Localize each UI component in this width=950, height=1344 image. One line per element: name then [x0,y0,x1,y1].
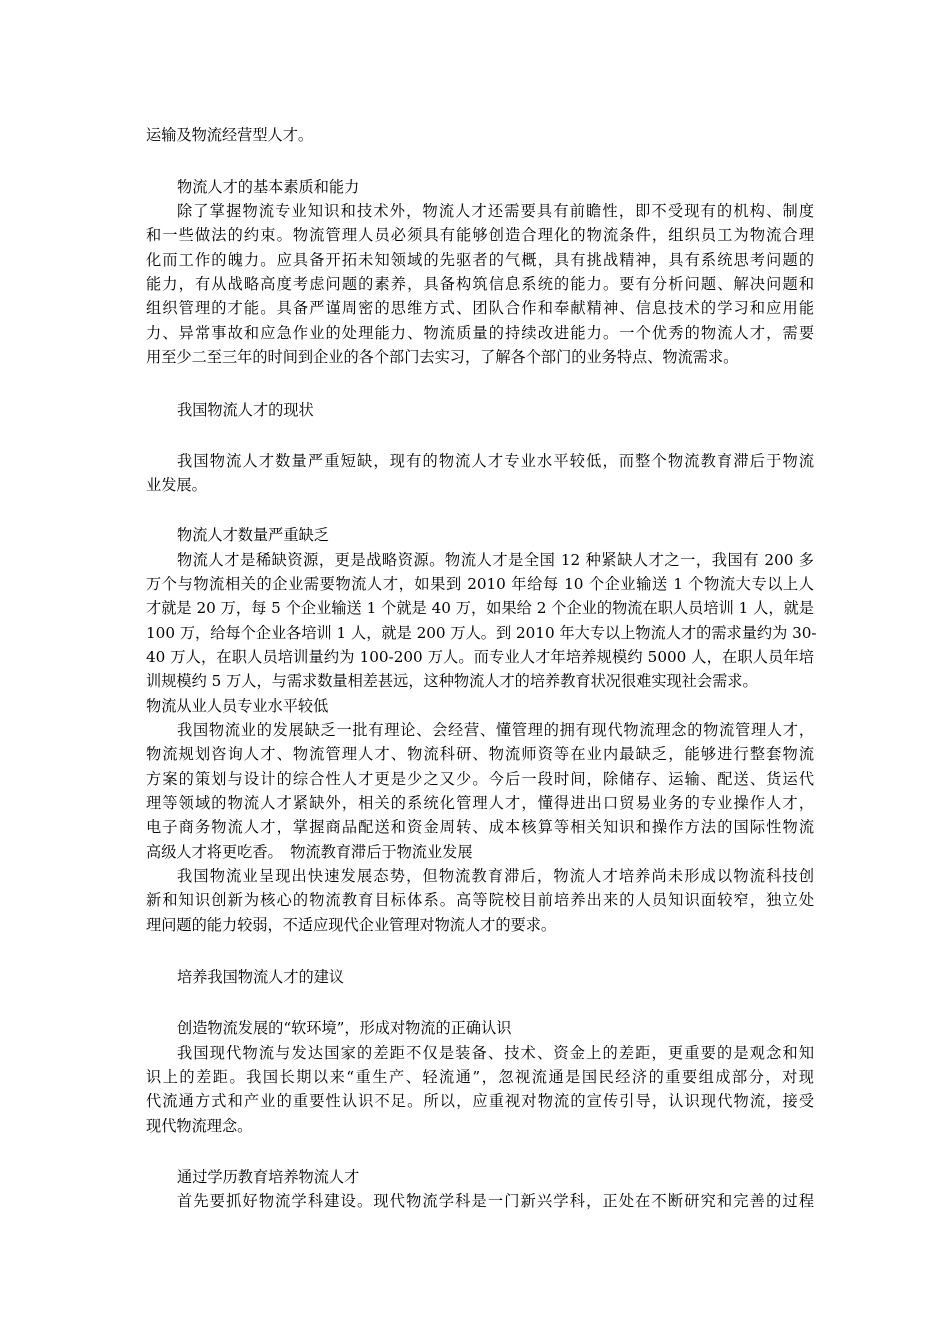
paragraph-line: 物流规划咨询人才、物流管理人才、物流科研、物流师资等在业内最缺乏，能够进行整套物流 [146,745,814,763]
paragraph-line: 理等领域的物流人才紧缺外，相关的系统化管理人才，懂得进出口贸易业务的专业操作人才， [146,794,814,812]
paragraph-line: 我国物流业的发展缺乏一批有理论、会经营、懂管理的拥有现代物流理念的物流管理人才， [177,721,814,739]
paragraph-line: 和一些做法的约束。物流管理人员必须具有能够创造合理化的物流条件，组织员工为物流合理 [146,226,814,244]
paragraph-line: 力、异常事故和应急作业的处理能力、物流质量的持续改进能力。一个优秀的物流人才，需要 [146,324,814,342]
section-heading: 通过学历教育培养物流人才 [177,1168,360,1186]
paragraph-line: 识上的差距。我国长期以来“重生产、轻流通”，忽视流通是国民经济的重要组成部分，对现 [146,1068,814,1086]
paragraph-line: 化而工作的魄力。应具备开拓未知领域的先驱者的气概，具有挑战精神，具有系统思考问题的 [146,251,814,269]
paragraph-line: 训规模约 5 万人，与需求数量相差甚远，这种物流人才的培养教育状况很难实现社会需求。 [146,672,758,690]
paragraph-line: 新和知识创新为核心的物流教育目标体系。高等院校目前培养出来的人员知识面较窄，独立处 [146,891,814,909]
paragraph-line: 我国现代物流与发达国家的差距不仅是装备、技术、资金上的差距，更重要的是观念和知 [177,1044,814,1062]
paragraph-line: 首先要抓好物流学科建设。现代物流学科是一门新兴学科，正处在不断研究和完善的过程 [177,1192,814,1210]
paragraph-line: 用至少二至三年的时间到企业的各个部门去实习，了解各个部门的业务特点、物流需求。 [146,348,739,366]
paragraph-line: 我国物流业呈现出快速发展态势，但物流教育滞后，物流人才培养尚未形成以物流科技创 [177,867,814,885]
paragraph-line: 我国物流人才数量严重短缺，现有的物流人才专业水平较低，而整个物流教育滞后于物流 [177,452,814,470]
paragraph-line: 理问题的能力较弱，不适应现代企业管理对物流人才的要求。 [146,916,557,934]
section-heading: 物流从业人员专业水平较低 [146,697,329,715]
paragraph-line: 除了掌握物流专业知识和技术外，物流人才还需要具有前瞻性，即不受现有的机构、制度 [177,202,814,220]
paragraph-line: 才就是 20 万，每 5 个企业输送 1 个就是 40 万，如果给 2 个企业的物流在职人员培训 1 人，就是 [146,599,814,617]
section-heading: 培养我国物流人才的建议 [177,968,345,986]
section-heading: 物流人才数量严重缺乏 [177,526,329,544]
text-line: 运输及物流经营型人才。 [146,126,314,144]
paragraph-line: 电子商务物流人才，掌握商品配送和资金周转、成本核算等相关知识和操作方法的国际性物流 [146,818,814,836]
paragraph-line: 现代物流理念。 [146,1117,253,1135]
paragraph-line: 能力，有从战略高度考虑问题的素养，具备构筑信息系统的能力。要有分析问题、解决问题和 [146,275,814,293]
paragraph-line: 物流人才是稀缺资源，更是战略资源。物流人才是全国 12 种紧缺人才之一，我国有 200 多 [177,551,814,569]
paragraph-line: 100 万，给每个企业各培训 1 人，就是 200 万人。到 2010 年大专以上物流人才的需求量约为 30- [146,624,817,642]
paragraph-line: 组织管理的才能。具备严谨周密的思维方式、团队合作和奉献精神、信息技术的学习和应用能 [146,299,814,317]
paragraph-line: 方案的策划与设计的综合性人才更是少之又少。今后一段时间，除储存、运输、配送、货运代 [146,770,814,788]
paragraph-line: 万个与物流相关的企业需要物流人才，如果到 2010 年给每 10 个企业输送 1 个物流大专以上人 [146,575,814,593]
paragraph-line: 40 万人，在职人员培训量约为 100-200 万人。而专业人才年培养规模约 5000 人，在职人员年培 [146,648,814,666]
paragraph-line: 代流通方式和产业的重要性认识不足。所以，应重视对物流的宣传引导，认识现代物流，接受 [146,1092,814,1110]
section-heading: 创造物流发展的“软环境”，形成对物流的正确认识 [177,1019,512,1037]
section-heading: 物流人才的基本素质和能力 [177,178,360,196]
paragraph-line: 业发展。 [146,476,207,494]
paragraph-line: 高级人才将更吃香。 物流教育滞后于物流业发展 [146,843,473,861]
section-heading: 我国物流人才的现状 [177,401,314,419]
